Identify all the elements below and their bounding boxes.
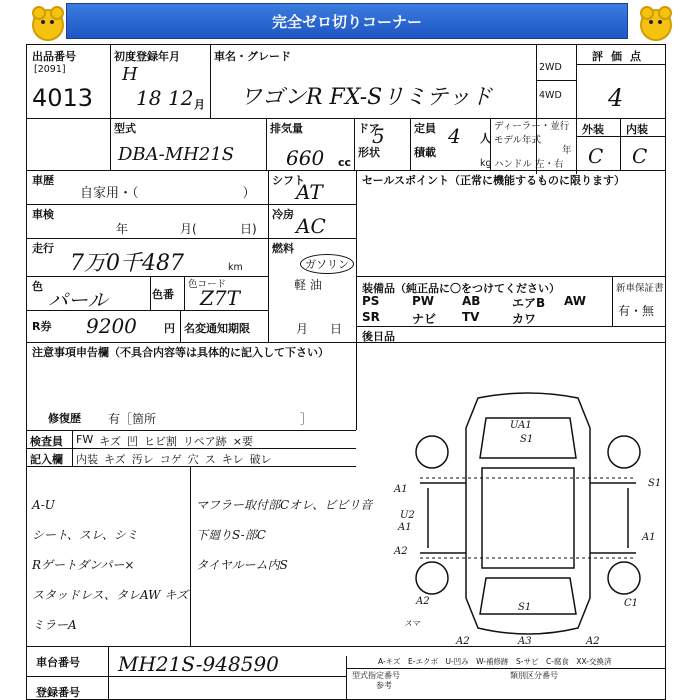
name-change-label: 名変通知期限: [184, 322, 250, 335]
load-unit: kg: [480, 158, 492, 169]
equipment-row-bottom: [362, 310, 564, 327]
model-value: DBA-MH21S: [118, 144, 235, 165]
type-designation-sub2: 参考: [376, 681, 392, 690]
interior-label: 内装: [626, 123, 648, 136]
equip-tv: TV: [462, 310, 480, 324]
banner-text: 完全ゼロ切りコーナー: [271, 12, 422, 31]
remarks-left: [32, 490, 188, 640]
capacity-unit: 人: [480, 132, 491, 145]
mark-suma: スマ: [404, 619, 420, 628]
recycle-label: R券: [32, 320, 52, 333]
remark-left-2: シート、スレ、シミ: [32, 528, 138, 542]
dealer-handle: ハンドル 左・右: [494, 159, 564, 170]
registration-label: 初度登録年月: [114, 50, 180, 63]
insp-interior: 内装: [76, 453, 98, 466]
insp-scratch: キズ: [104, 453, 126, 466]
capacity-label: 定員: [414, 122, 436, 135]
bear-icon: [32, 9, 64, 41]
remark-left-1: A-U: [32, 498, 55, 512]
mark-a2-left: A2: [394, 546, 408, 557]
repair-label: 修復歴: [48, 412, 81, 425]
equip-kawa: カワ: [512, 312, 537, 326]
insp-tear: 破レ: [249, 453, 272, 466]
displacement-unit: cc: [338, 156, 352, 169]
ac-label: 冷房: [272, 208, 294, 221]
remark-right-3: タイヤルーム内S: [196, 558, 288, 572]
equip-sr: SR: [362, 310, 380, 324]
registration-no-label: 登録番号: [36, 686, 80, 699]
warranty-value: 有・無: [618, 304, 655, 318]
equip-pw: PW: [412, 294, 435, 308]
lot-code: [2091]: [34, 64, 66, 75]
lot-number: 4013: [32, 84, 94, 112]
car-damage-diagram: [390, 388, 666, 648]
chassis-label: 車台番号: [36, 656, 80, 669]
drive-2wd: 2WD: [539, 62, 562, 73]
color-code-value: Z7T: [200, 286, 240, 310]
remarks-right: [196, 490, 372, 580]
bear-icon: [640, 9, 672, 41]
mark-a3: A3: [518, 636, 532, 647]
insp-req: ×要: [232, 435, 253, 448]
capacity-value: 4: [448, 124, 461, 148]
mark-a1-left2: A1: [398, 522, 412, 533]
lot-label: 出品番号: [32, 50, 76, 63]
shift-label: シフト: [272, 174, 305, 187]
remark-right-2: 下廻りS-部C: [196, 528, 266, 542]
ac-value: AC: [296, 214, 326, 238]
insp-cut: キレ: [221, 453, 244, 466]
remark-right-1: マフラー取付部Cオレ、ビビリ音: [196, 498, 373, 512]
drive-4wd: 4WD: [539, 90, 562, 101]
mileage-unit: km: [228, 262, 243, 273]
registration-era: H: [122, 64, 138, 85]
shape-label: 形状: [358, 146, 380, 159]
mark-s1-right: S1: [648, 478, 662, 489]
insp-hole: 穴: [187, 453, 199, 466]
inspector-row2: [76, 451, 272, 467]
repair-value: 有［箇所 ］: [108, 412, 313, 426]
interior-grade: C: [632, 144, 648, 168]
mark-u2: U2: [400, 510, 415, 521]
registration-month-unit: 月: [194, 98, 205, 111]
insp-crack: ヒビ割: [144, 435, 177, 448]
name-change-day: 日: [330, 322, 343, 336]
banner: [66, 3, 628, 39]
dealer-model-year: モデル年式: [494, 135, 542, 146]
remark-left-3: Rゲートダンパー×: [32, 558, 135, 572]
insp-fw: FW: [76, 433, 94, 446]
remark-left-5: ミラーA: [32, 618, 77, 632]
chassis-value: MH21S-948590: [118, 652, 279, 676]
mileage-value: 7万0千487: [70, 251, 184, 276]
backseat-label: 後日品: [362, 330, 395, 343]
registration-month: 12: [168, 86, 194, 110]
inspector-row1: [76, 433, 253, 449]
insp-su: ス: [204, 453, 216, 466]
name-change-month: 月: [296, 322, 309, 336]
mileage-label: 走行: [32, 242, 54, 255]
type-designation-sub: 類別区分番号: [510, 671, 558, 680]
equip-navi: ナビ: [412, 312, 437, 326]
car-name-value: ワゴンR FX-Sリミテッド: [240, 85, 493, 110]
registration-year: 18: [136, 86, 162, 110]
score-label: 評価点: [592, 50, 649, 63]
mark-a1-right: A1: [642, 532, 656, 543]
equip-aw: AW: [564, 294, 586, 308]
exterior-grade: C: [588, 144, 604, 168]
legend: A-キズ E-エクボ U-凹み W-補修跡 S-サビ C-腐食 XX-交換済: [378, 657, 612, 666]
fuel-label: 燃料: [272, 242, 294, 255]
equipment-label: 装備品（純正品に〇をつけてください）: [362, 282, 560, 295]
inspector-label: 検査員: [30, 435, 63, 448]
color-value: パール: [48, 288, 108, 312]
recycle-value: 9200: [86, 314, 137, 338]
mark-a2-bottom-right: A2: [586, 636, 600, 647]
mark-a1-left: A1: [394, 484, 408, 495]
sales-points-label: セールスポイント（正常に機能するものに限ります）: [362, 174, 626, 187]
usage-label: 車歴: [32, 174, 54, 187]
model-label: 型式: [114, 122, 136, 135]
color-no-label: 色番: [152, 288, 174, 301]
warranty-label: 新車保証書: [616, 283, 664, 294]
inspection-month: 月(: [180, 222, 197, 236]
insp-dent: 凹: [127, 435, 138, 448]
color-label: 色: [32, 280, 43, 293]
inspection-day: 日): [240, 222, 257, 236]
dealer-label: ディーラー・並行: [494, 121, 570, 132]
mark-s1-front: S1: [520, 434, 534, 445]
load-label: 積載: [414, 146, 436, 159]
equip-ab: AB: [462, 294, 481, 308]
entry-label: 記入欄: [30, 453, 63, 466]
remark-left-4: スタッドレス、タレAW キズ: [32, 588, 189, 602]
equip-airb: エアB: [512, 296, 546, 310]
type-designation-label: 型式指定番号: [352, 671, 400, 680]
mark-ua1: UA1: [510, 420, 532, 431]
equip-ps: PS: [362, 294, 380, 308]
usage-value: 自家用・（ ）: [80, 186, 256, 201]
exterior-label: 外装: [582, 123, 604, 136]
car-name-label: 車名・グレード: [214, 50, 291, 63]
mark-s1-rear: S1: [518, 602, 532, 613]
doors-label: ドア: [358, 122, 380, 135]
insp-repair: リペア跡: [183, 435, 227, 448]
color-code-label: 色コード: [188, 279, 227, 290]
equipment-row-top: [362, 294, 604, 311]
mark-a2-bottom: A2: [456, 636, 470, 647]
score-value: 4: [608, 84, 624, 112]
displacement-label: 排気量: [270, 122, 303, 135]
recycle-unit: 円: [164, 322, 175, 335]
insp-burn: コゲ: [159, 453, 182, 466]
displacement-value: 660: [286, 146, 325, 170]
insp-kizu: キズ: [99, 435, 121, 448]
inspection-label: 車検: [32, 208, 54, 221]
insp-stain: 汚レ: [131, 453, 154, 466]
fuel-gasoline: ガソリン: [300, 254, 354, 274]
inspection-year: 年: [116, 222, 129, 236]
notes-label: 注意事項申告欄（不具合内容等は具体的に記入して下さい）: [32, 346, 329, 359]
fuel-diesel: 軽 油: [294, 278, 322, 292]
dealer-model-year-unit: 年: [562, 145, 572, 156]
mark-a2-rear: A2: [416, 596, 430, 607]
doors-value: 5: [372, 124, 385, 148]
shift-value: AT: [296, 180, 323, 204]
mark-c1: C1: [624, 598, 639, 609]
